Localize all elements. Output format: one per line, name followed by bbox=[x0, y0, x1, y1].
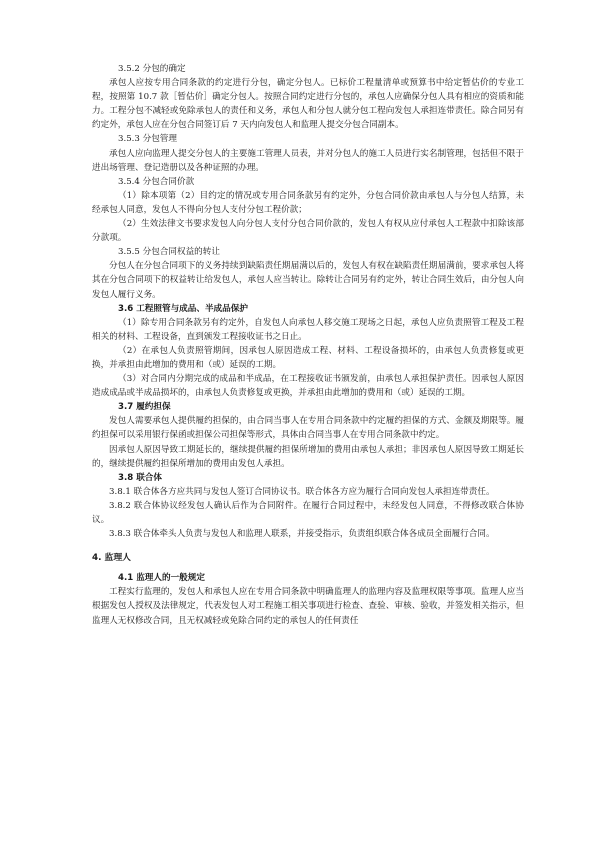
subsection-heading-3-5-5: 3.5.5 分包合同权益的转让 bbox=[118, 247, 220, 258]
section-heading-4-1: 4.1 监理人的一般规定 bbox=[118, 573, 205, 584]
document-body bbox=[92, 62, 524, 628]
list-item: （2）生效法律文书要求发包人向分包人支付分包合同价款的，发包人有权从应付承包人工程款中扣除该部分款项。 bbox=[92, 219, 524, 244]
subsection-heading-3-5-4: 3.5.4 分包合同价款 bbox=[118, 176, 195, 187]
list-item: （1）除本项第（2）目约定的情况或专用合同条款另有约定外，分包合同价款由承包人与分包人结算，未经承包人同意，发包人不得向分包人支付分包工程价款； bbox=[92, 190, 524, 215]
paragraph: 3.8.3 联合体牵头人负责与发包人和监理人联系，并接受指示，负责组织联合体各成员全面履行合同。 bbox=[109, 529, 495, 540]
list-item: （1）除专用合同条款另有约定外，自发包人向承包人移交施工现场之日起，承包人应负责照管工程及工程相关的材料、工程设备，直到颁发工程接收证书之日止。 bbox=[92, 317, 524, 342]
paragraph: 发包人需要承包人提供履约担保的，由合同当事人在专用合同条款中约定履约担保的方式、金额及期限等。履约担保可以采用银行保函或担保公司担保等形式，具体由合同当事人在专用合同条款中约定。 bbox=[92, 416, 524, 441]
section-heading-3-6: 3.6 工程照管与成品、半成品保护 bbox=[118, 303, 248, 314]
section-heading-3-8: 3.8 联合体 bbox=[118, 472, 162, 483]
section-heading-3-7: 3.7 履约担保 bbox=[118, 402, 171, 413]
subsection-heading-3-5-2: 3.5.2 分包的确定 bbox=[118, 64, 186, 74]
chapter-heading-4: 4. 监理人 bbox=[92, 553, 131, 564]
list-item: （2）在承包人负责照管期间，因承包人原因造成工程、材料、工程设备损坏的，由承包人负责修复或更换，并承担由此增加的费用和（或）延误的工期。 bbox=[92, 345, 524, 370]
subsection-heading-3-5-3: 3.5.3 分包管理 bbox=[118, 134, 177, 145]
paragraph: 承包人应向监理人提交分包人的主要施工管理人员表，并对分包人的施工人员进行实名制管理，包括但不限于进出场管理、登记造册以及各种证照的办理。 bbox=[92, 148, 524, 173]
paragraph: 3.8.2 联合体协议经发包人确认后作为合同附件。在履行合同过程中，未经发包人同意，不得修改联合体协议。 bbox=[92, 500, 524, 525]
paragraph: 3.8.1 联合体各方应共同与发包人签订合同协议书。联合体各方应为履行合同向发包人承担连带责任。 bbox=[109, 486, 495, 497]
paragraph: 因承包人原因导致工期延长的，继续提供履约担保所增加的费用由承包人承担；非因承包人原因导致工期延长的，继续提供履约担保所增加的费用由发包人承担。 bbox=[92, 444, 524, 469]
list-item: （3）对合同内分期完成的成品和半成品，在工程接收证书颁发前，由承包人承担保护责任。因承包人原因造成成品或半成品损坏的，由承包人负责修复或更换，并承担由此增加的费用和（或）延误的工期。 bbox=[92, 374, 524, 399]
paragraph: 承包人应按专用合同条款的约定进行分包，确定分包人。已标价工程量清单或预算书中给定暂估价的专业工程，按照第 10.7 款［暂估价］确定分包人。按照合同约定进行分包的，承包人应确保分包人具有相应的资质和能力。工程分包不减轻或免除承包人的责任和义务，承包人和分包人就分包工程向发包人承担连带责任。除合同另有约定外，承包人应在分包合同签订后 7 天内向发包人和监理人提交分包合同副本。 bbox=[92, 78, 524, 131]
paragraph: 工程实行监理的，发包人和承包人应在专用合同条款中明确监理人的监理内容及监理权限等事项。监理人应当根据发包人授权及法律规定，代表发包人对工程施工相关事项进行检查、查验、审核、验收，并签发相关指示，但监理人无权修改合同，且无权减轻或免除合同约定的承包人的任何责任 bbox=[92, 587, 524, 626]
paragraph: 分包人在分包合同项下的义务持续到缺陷责任期届满以后的，发包人有权在缺陷责任期届满前，要求承包人将其在分包合同项下的权益转让给发包人，承包人应当转让。除转让合同另有约定外，转让合同生效后，由分包人向发包人履行义务。 bbox=[92, 261, 524, 300]
